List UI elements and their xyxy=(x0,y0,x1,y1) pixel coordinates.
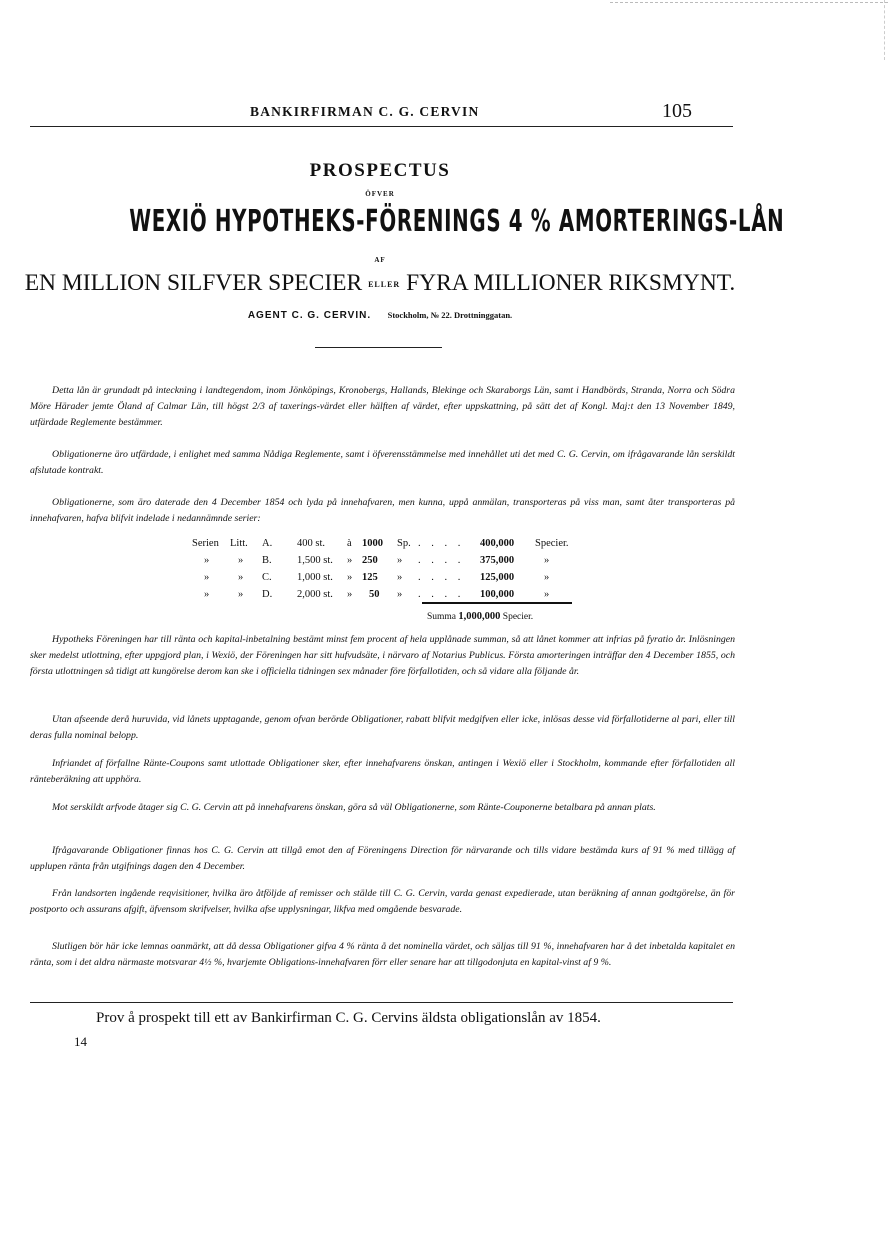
total-cell: 100,000 xyxy=(480,589,515,600)
series-cell: » xyxy=(204,555,210,566)
letter-cell: A. xyxy=(262,538,273,549)
unit-cell: » xyxy=(397,572,403,583)
summa-value: 1,000,000 xyxy=(458,611,501,622)
total-cell: 375,000 xyxy=(480,555,515,566)
paragraph-coupons: Infriandet af förfallne Ränte-Coupons samt utlottade Obligationer sker, efter innehafvarens önskan, antingen i Wexiö eller i Stockholm, kommande efter förfallotiden all ränteberäkning att upphöra. xyxy=(30,758,735,785)
ofver-label: ÖFVER xyxy=(365,190,395,198)
footer-rule xyxy=(30,1002,733,1003)
price-cell: 250 xyxy=(362,555,378,566)
series-cell: » xyxy=(204,572,210,583)
dots-cell: . . . . xyxy=(418,572,465,583)
litt-cell: » xyxy=(238,572,244,583)
a-cell: » xyxy=(347,589,353,600)
price-cell: 50 xyxy=(369,589,380,600)
letter-cell: C. xyxy=(262,572,272,583)
agent-address: Stockholm, № 22. Drottninggatan. xyxy=(387,310,513,320)
paragraph-requisitions: Från landsorten ingående reqvisitioner, hvilka äro åtföljde af remisser och stälde till C. G. Cervin, varda genast expedierade, utan beräkning af annan godtgörelse, än för postporto och assurans afgift, äfvensom skrifvelser, hvilka afse upplysningar, likfva med omgående besvarade. xyxy=(30,888,735,915)
amount-left: EN MILLION SILFVER SPECIER xyxy=(24,270,363,296)
currency-cell: » xyxy=(544,555,550,566)
summa-currency: Specier. xyxy=(502,612,534,622)
amount-line xyxy=(0,270,760,297)
main-title: WEXIÖ HYPOTHEKS-FÖRENINGS 4 % AMORTERINGS-LÅN xyxy=(129,204,785,239)
a-cell: » xyxy=(347,572,353,583)
dots-cell: . . . . xyxy=(418,589,465,600)
currency-cell: » xyxy=(544,572,550,583)
scan-edge-line xyxy=(884,0,885,60)
paragraph-obligations-issued: Obligationerne äro utfärdade, i enlighet med samma Nådiga Reglemente, samt i öfverensstämmelse med innehållet uti det med C. G. Cervin, om ifrågavarande lån serskildt afslutade kontrakt. xyxy=(30,449,735,476)
header-rule xyxy=(30,126,733,127)
summa-label: Summa xyxy=(427,612,457,622)
a-cell: à xyxy=(347,538,352,549)
price-cell: 1000 xyxy=(362,538,383,549)
paragraph-redemption: Utan afseende derå huruvida, vid lånets upptagande, genom ofvan berörde Obligationer, rabatt blifvit medgifven eller icke, inlösas desse vid förfallotiderne al pari, eller till deras fulla nominal belopp. xyxy=(30,714,735,741)
unit-cell: Sp. xyxy=(397,538,411,549)
dots-cell: . . . . xyxy=(418,538,465,549)
paragraph-loan-basis: Detta lån är grundadt på inteckning i landtegendom, inom Jönköpings, Kronobergs, Hallands, Blekinge och Skaraborgs Län, samt i Handbörds, Stranda, Norra och Södra Möre Härader jemte Öland af Calmar Län, till högst 2/3 af taxerings-värdet eller hälften af värdet, efter uppskattning, på sätt det af Kongl. Maj:t den 13 November 1849, utfärdade Reglemente bestämmer. xyxy=(30,385,735,428)
litt-cell: » xyxy=(238,589,244,600)
letter-cell: B. xyxy=(262,555,272,566)
unit-cell: » xyxy=(397,589,403,600)
prospectus-heading: PROSPECTUS xyxy=(309,160,451,181)
currency-cell: » xyxy=(544,589,550,600)
eller-label: ELLER xyxy=(368,280,401,290)
letter-cell: D. xyxy=(262,589,273,600)
paragraph-price: Ifrågavarande Obligationer finnas hos C. G. Cervin att tillgå emot den af Föreningens Direction för närvarande och tills vidare bestämda kurs af 91 % med tillägg af upplupen ränta från utgifnings dagen den 4 December. xyxy=(30,845,735,872)
page-number: 105 xyxy=(662,100,692,122)
total-cell: 125,000 xyxy=(480,572,515,583)
paragraph-amortization: Hypotheks Föreningen har till ränta och kapital-inbetalning bestämt minst fem procent af hela upplånade summan, så att lånet kommer att infrias på fyratio år. Inlösningen sker medelst utlottning, efter uppgjord plan, i Wexiö, der Föreningen har sitt hufvudsäte, i närvaro af Notarius Publicus. Första amorteringen inträffar den 4 December 1855, och första utlottningen så tidigt att kungörelse derom kan ske i officiella tidningen sex månader före förfallotiden, och så vidare alla följande år. xyxy=(30,634,735,677)
total-cell: 400,000 xyxy=(480,538,515,549)
series-cell: Serien xyxy=(192,538,219,549)
count-cell: 400 st. xyxy=(297,538,326,549)
agent-name: AGENT C. G. CERVIN. xyxy=(247,310,372,321)
dots-cell: . . . . xyxy=(418,555,465,566)
unit-cell: » xyxy=(397,555,403,566)
paragraph-series-intro: Obligationerne, som äro daterade den 4 December 1854 och lyda på innehafvaren, men kunna, uppå anmälan, transporteras på viss man, samt åter transporteras på innehafvaren, hafva blifvit indelade i nedannämnde serier: xyxy=(30,497,735,524)
a-cell: » xyxy=(347,555,353,566)
paragraph-payment-place: Mot serskildt arfvode åtager sig C. G. Cervin att på innehafvarens önskan, göra så väl Obligationerne, som Ränte-Couponerne betalbara på annan plats. xyxy=(52,802,656,813)
amount-right: FYRA MILLIONER RIKSMYNT. xyxy=(406,270,736,296)
scan-edge-line xyxy=(610,2,888,3)
figure-caption: Prov å prospekt till ett av Bankirfirman C. G. Cervins äldsta obligationslån av 1854. xyxy=(96,1010,601,1026)
running-head: BANKIRFIRMAN C. G. CERVIN xyxy=(250,104,480,119)
litt-cell: » xyxy=(238,555,244,566)
agent-line xyxy=(0,310,760,321)
price-cell: 125 xyxy=(362,572,378,583)
currency-cell: Specier. xyxy=(535,538,569,549)
signature-mark: 14 xyxy=(74,1034,87,1049)
summa-line xyxy=(427,611,533,622)
paragraph-yield: Slutligen bör här icke lemnas oanmärkt, att då dessa Obligationer gifva 4 % ränta å det nominella värdet, och säljas till 91 %, innehafvaren har å det inbetalda kapitalet en ränta, som i det aldra närmaste motsvarar 4½ %, hvarjemte Obligations-innehafvaren förr eller senare har att tillgodonjuta en kapital-vinst af 9 %. xyxy=(30,941,735,968)
title-rule xyxy=(315,347,442,348)
litt-cell: Litt. xyxy=(230,538,248,549)
count-cell: 2,000 st. xyxy=(297,589,333,600)
series-cell: » xyxy=(204,589,210,600)
af-label: AF xyxy=(374,256,386,264)
count-cell: 1,000 st. xyxy=(297,572,333,583)
count-cell: 1,500 st. xyxy=(297,555,333,566)
sum-rule xyxy=(422,602,572,604)
